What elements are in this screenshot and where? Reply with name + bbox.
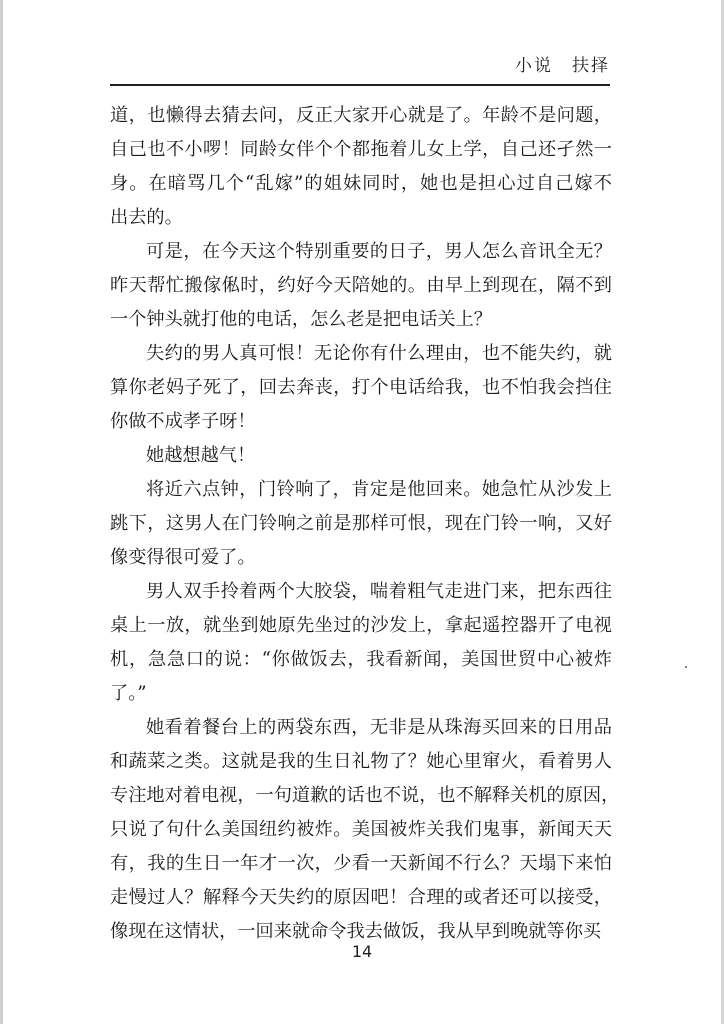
text-line: 她越想越气！ xyxy=(146,445,256,466)
text-line: 了。” xyxy=(110,683,147,704)
text-line: 只说了句什么美国纽约被炸。美国被炸关我们鬼事，新闻天天 xyxy=(110,819,612,840)
text-line: 跳下，这男人在门铃响之前是那样可恨，现在门铃一响，又好 xyxy=(110,513,612,534)
text-line: 像现在这情状，一回来就命令我去做饭，我从早到晚就等你买 xyxy=(110,921,602,942)
text-line: 桌上一放，就坐到她原先坐过的沙发上，拿起遥控器开了电视 xyxy=(110,615,612,636)
text-line: 专注地对着电视，一句道歉的话也不说，也不解释关机的原因， xyxy=(110,785,620,806)
text-line: 出去的。 xyxy=(110,207,183,228)
paragraph xyxy=(110,575,612,711)
text-line: 她看着餐台上的两袋东西，无非是从珠海买回来的日用品 xyxy=(146,717,612,738)
text-line: 道，也懒得去猜去问，反正大家开心就是了。年龄不是问题， xyxy=(110,105,612,126)
text-line: 昨天帮忙搬傢俬时，约好今天陪她的。由早上到现在，隔不到 xyxy=(110,275,612,296)
text-line: 走慢过人？解释今天失约的原因吧！合理的或者还可以接受， xyxy=(110,887,612,908)
text-line: 将近六点钟，门铃响了，肯定是他回来。她急忙从沙发上 xyxy=(146,479,612,500)
text-line: 你做不成孝子呀！ xyxy=(110,411,256,432)
paragraph xyxy=(110,337,612,439)
text-line: 算你老妈子死了，回去奔丧，打个电话给我，也不怕我会挡住 xyxy=(110,377,612,398)
text-line: 一个钟头就打他的电话，怎么老是把电话关上？ xyxy=(110,309,492,330)
paragraph xyxy=(110,473,612,575)
paragraph xyxy=(110,711,620,949)
page-number: 14 xyxy=(351,942,373,961)
text-line: 可是，在今天这个特别重要的日子，男人怎么音讯全无？ xyxy=(146,241,612,262)
text-line: 像变得很可爱了。 xyxy=(110,547,256,568)
scan-speck xyxy=(685,666,687,668)
text-line: 和蔬菜之类。这就是我的生日礼物了？她心里窜火，看着男人 xyxy=(110,751,612,772)
text-line: 男人双手拎着两个大胶袋，喘着粗气走进门来，把东西往 xyxy=(146,581,612,602)
text-line: 失约的男人真可恨！无论你有什么理由，也不能失约，就 xyxy=(146,343,612,364)
text-line: 机，急急口的说：“你做饭去，我看新闻，美国世贸中心被炸 xyxy=(110,649,612,670)
body-text xyxy=(110,99,620,949)
text-line: 身。在暗骂几个“乱嫁”的姐妹同时，她也是担心过自己嫁不 xyxy=(110,173,612,194)
header-title: 小说 扶择 xyxy=(515,56,610,76)
paragraph xyxy=(110,439,612,473)
text-line: 有，我的生日一年才一次，少看一天新闻不行么？天塌下来怕 xyxy=(110,853,612,874)
paragraph xyxy=(110,99,612,235)
running-header xyxy=(110,46,610,86)
text-line: 自己也不小啰！同龄女伴个个都拖着儿女上学，自己还孑然一 xyxy=(110,139,612,160)
paragraph xyxy=(110,235,612,337)
